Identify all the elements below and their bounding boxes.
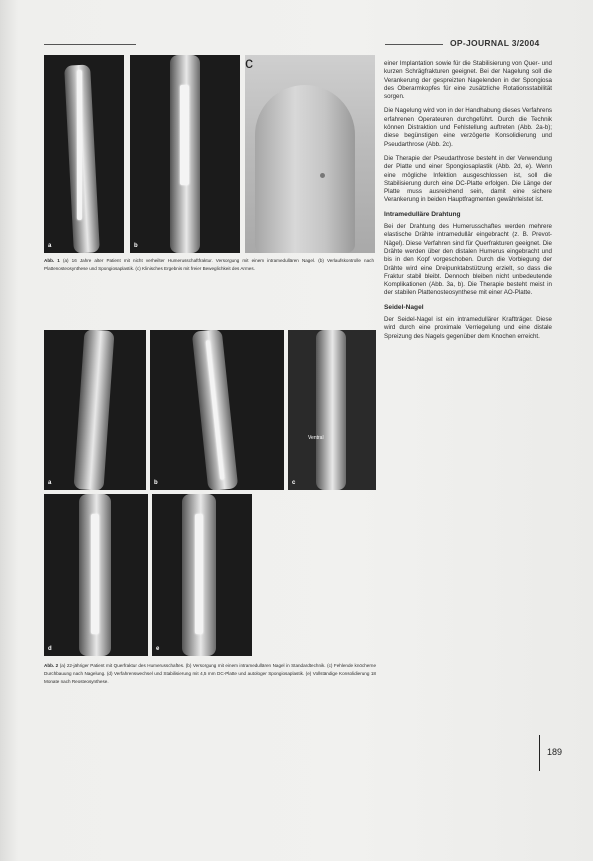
journal-title: OP-JOURNAL 3/2004 xyxy=(450,38,540,48)
section-text: Bei der Drahtung des Humerusschaftes werden mehrere elastische Drähte intramedullär eingebracht (z. B. Prevot-Nägel). Diese Verfahren sind für Querfrakturen geeignet. Die Drähte werden über den distalen Humerus eingebracht und bis in den Kopf vorgeschoben. Durch die Vorbiegung der Drähte wird eine Dreipunktabstützung erzielt, so dass die Fraktur stabil bleibt. Dennoch bleiben nicht unbedeutende Komplikationen (Abb. 3a, b). Die Therapie besteht meist in der stabilen Plattenosteosynthese mit einer AO-Platte. xyxy=(384,223,552,297)
paragraph: einer Implantation sowie für die Stabilisierung von Quer- und kurzen Schrägfrakturen geeignet. Bei der Nagelung soll die Verankerung der gespreizten Nagelenden in der Spongiosa des Oberarmkopfes für eine zusätzliche Rotationsstabilität sorgen. xyxy=(384,60,552,101)
header-rule-mid xyxy=(385,44,443,45)
figure1-caption-text: (a) 16 Jahre alter Patient mit nicht verheilter Humerusschaftfraktur. Versorgung mit einem intramedullären Nagel. (b) Verlaufskontrolle nach Plattenosteosynthese und Spongiosaplastik. (c) Klinisches Ergebnis mit freier Beweglichkeit des Armes. xyxy=(44,258,375,271)
header-rule-left xyxy=(44,44,136,45)
figure2-caption-text: (a) 22-jähriger Patient mit Querfraktur des Humerusschaftes. (b) Versorgung mit einem intramedullären Nagel in Standardtechnik. (c) Fehlende knöcherne Durchbauung nach Nagelung. (d) Verfahrenswechsel und Stabilisierung mit 4,5 mm DC-Platte und autologer Spongiosaplastik. (e) Vollständige Konsolidierung 18 Monate nach Reosteosynthese. xyxy=(44,663,376,684)
section-text: Der Seidel-Nagel ist ein intramedullärer Kraftträger. Diese wird durch eine proximale Verriegelung und eine distale Spreizung des Nagels gegenüber dem Knochen erreicht. xyxy=(384,316,552,340)
figure1-label-c: c xyxy=(245,55,253,72)
paragraph: Die Nagelung wird von in der Handhabung dieses Verfahrens erfahrenen Operateuren durchgeführt. Durch die Technik können Distraktion und Fehlstellung auftreten (Abb. 2a-b); diese begünstigen eine verzögerte Konsolidierung und Pseudarthrose (Abb. 2c). xyxy=(384,107,552,148)
figure2-caption xyxy=(44,662,376,685)
figure2-label-d: d xyxy=(48,646,52,652)
text-column xyxy=(384,60,552,347)
figure2-xray-a xyxy=(44,330,146,490)
figure2-label-a: a xyxy=(48,480,52,486)
figure2-xray-d xyxy=(44,494,148,656)
figure2-label-e: e xyxy=(156,646,160,652)
figure2-caption-label: Abb. 2 xyxy=(44,663,59,668)
section-heading: Seidel-Nagel xyxy=(384,303,424,311)
figure1-caption-label: Abb. 1 xyxy=(44,258,60,263)
figure2-label-c: c xyxy=(292,480,296,486)
page-number: 189 xyxy=(547,747,563,757)
figure1-xray-b xyxy=(130,55,240,253)
figure2-xray-c xyxy=(288,330,376,490)
paragraph: Die Therapie der Pseudarthrose besteht in der Verwendung der Platte und einer Spongiosaplastik (Abb. 2d, e). Wenn eine mögliche Infektion ausgeschlossen ist, soll die Stabilisierung durch eine DC-Platte erfolgen. Die Länge der Platte muss ausreichend sein, damit eine sichere Verankerung in beiden Hauptfragmenten gewährleistet ist. xyxy=(384,154,552,204)
figure2-xray-e xyxy=(152,494,252,656)
figure1-caption xyxy=(44,257,374,273)
figure2-xray-b xyxy=(150,330,284,490)
section-heading: Intramedulläre Drahtung xyxy=(384,210,461,218)
figure2-label-b: b xyxy=(154,480,158,486)
figure1-label-a: a xyxy=(48,243,52,249)
page-number-rule xyxy=(539,735,540,771)
figure1-xray-a xyxy=(44,55,124,253)
figure2-xray-side-label: Ventral xyxy=(308,435,324,441)
figure1-clinical-photo xyxy=(245,55,375,253)
figure1-label-b: b xyxy=(134,243,138,249)
